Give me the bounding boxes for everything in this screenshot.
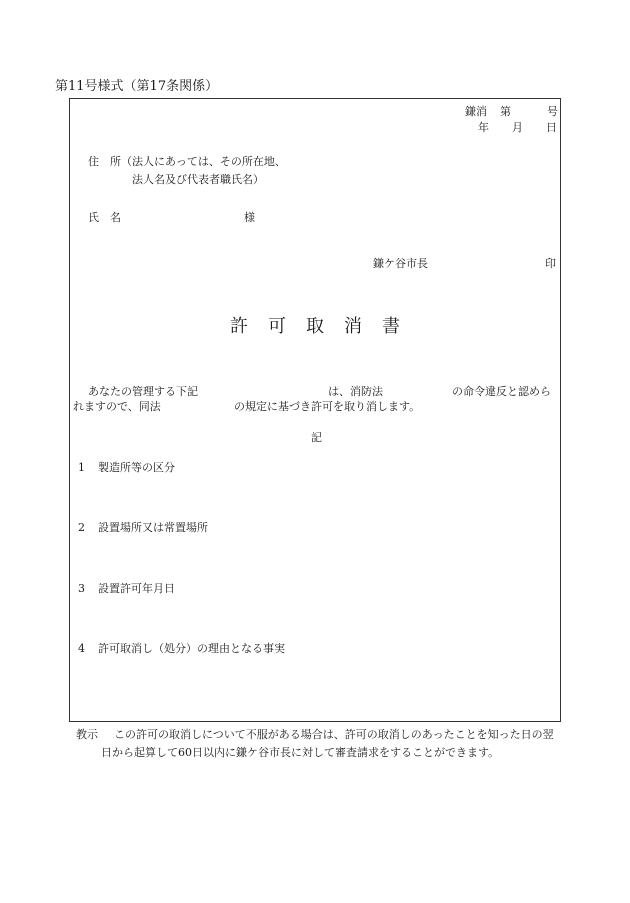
- item-label: 設置許可年月日: [98, 582, 175, 595]
- title-char: 許: [230, 316, 248, 337]
- body-line1-a: あなたの管理する下記: [88, 385, 198, 398]
- address-note-line2: 法人名及び代表者職氏名）: [132, 173, 264, 186]
- document-number-prefix: 鎌消: [465, 105, 487, 118]
- date-month: 月: [512, 121, 523, 134]
- item-label: 製造所等の区分: [98, 461, 175, 474]
- seal-mark: 印: [545, 257, 556, 270]
- body-line2-a: れますので、同法: [73, 400, 161, 413]
- title-char: 可: [268, 316, 286, 337]
- item-number: 3: [78, 582, 85, 595]
- notice-line2: 日から起算して60日以内に鎌ケ谷市長に対して審査請求をすることができます。: [101, 746, 500, 759]
- item-number: 2: [78, 521, 85, 534]
- title-char: 取: [306, 316, 324, 337]
- item-number: 4: [78, 642, 85, 655]
- date-day: 日: [546, 121, 557, 134]
- name-honorific: 様: [244, 211, 255, 224]
- form-number-title: 第11号様式（第17条関係）: [55, 79, 219, 94]
- notice-line1: この許可の取消しについて不服がある場合は、許可の取消しのあったことを知った日の翌: [114, 728, 554, 741]
- body-line1-c: の命令違反と認めら: [452, 385, 551, 398]
- document-number-dai: 第: [500, 105, 511, 118]
- title-char: 書: [382, 316, 400, 337]
- item-label: 許可取消し（処分）の理由となる事実: [98, 642, 285, 655]
- address-label: 住 所: [88, 155, 121, 168]
- name-label: 氏 名: [88, 211, 121, 224]
- title-char: 消: [344, 316, 362, 337]
- item-number: 1: [78, 461, 85, 474]
- issuer-title: 鎌ケ谷市長: [373, 257, 428, 270]
- date-year: 年: [478, 121, 489, 134]
- body-line2-b: の規定に基づき許可を取り消します。: [234, 400, 421, 413]
- body-line1-b: は、消防法: [328, 385, 383, 398]
- address-note-line1: （法人にあっては、その所在地、: [121, 155, 286, 168]
- notice-label: 教示: [76, 728, 98, 741]
- document-title: [0, 318, 630, 336]
- item-label: 設置場所又は常置場所: [98, 521, 208, 534]
- document-number-go: 号: [547, 105, 558, 118]
- ki-label: 記: [311, 431, 322, 444]
